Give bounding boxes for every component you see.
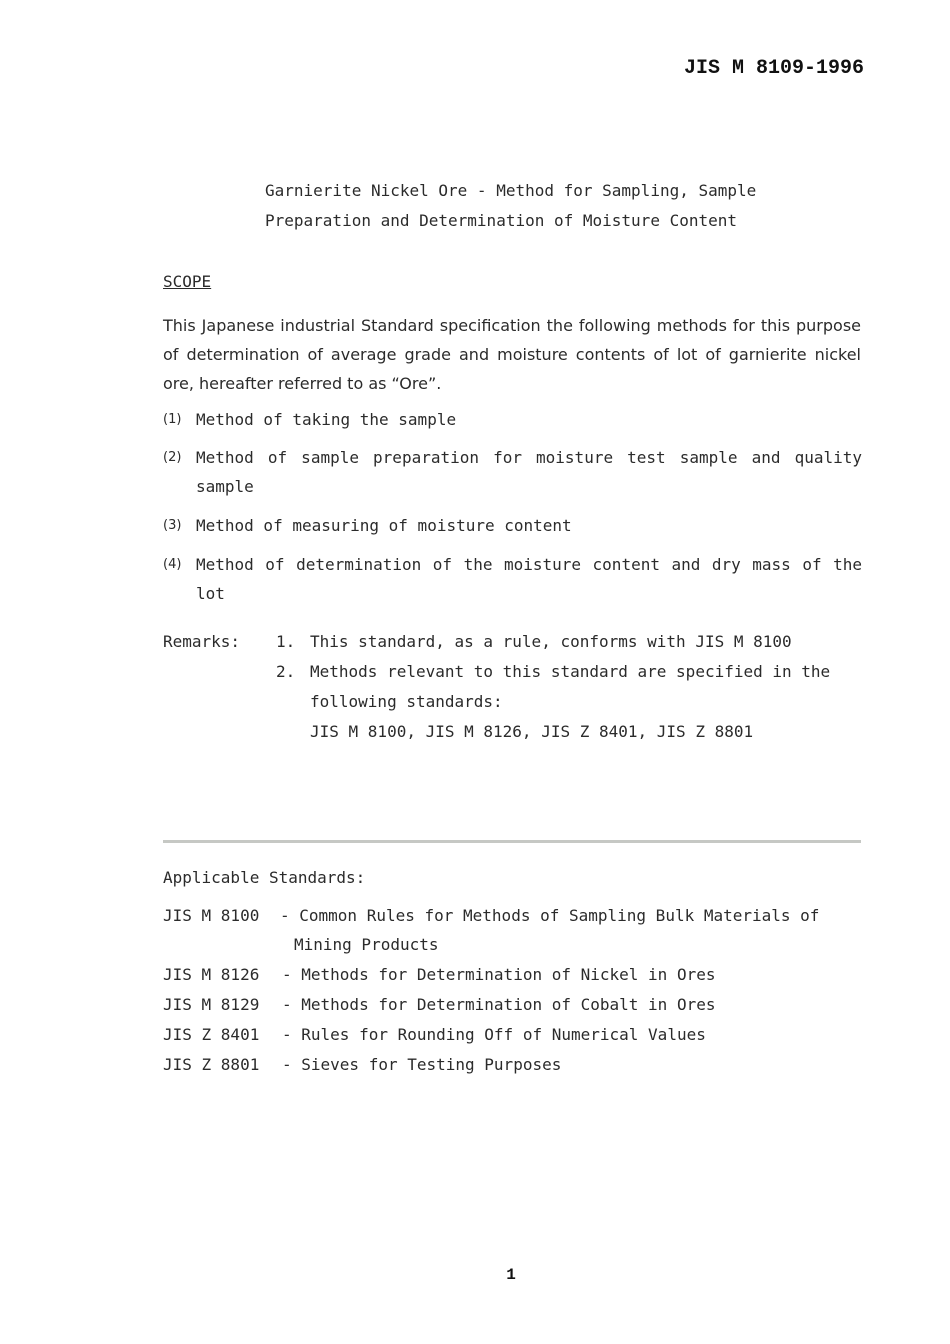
remark-number: 2. bbox=[276, 662, 296, 681]
scope-item-number: (1) bbox=[163, 412, 182, 427]
document-title-line-1: Garnierite Nickel Ore - Method for Sampling, Sample bbox=[265, 181, 757, 200]
remark-text: Methods relevant to this standard are specified in the following standards: bbox=[310, 662, 831, 711]
document-title-line-2: Preparation and Determination of Moisture Content bbox=[265, 211, 738, 230]
scope-item-text: Method of measuring of moisture content bbox=[196, 516, 572, 535]
remark-standards-list: JIS M 8100, JIS M 8126, JIS Z 8401, JIS Z 8801 bbox=[310, 722, 754, 741]
standard-code: JIS Z 8401 bbox=[163, 1025, 260, 1044]
section-divider bbox=[163, 840, 861, 843]
standard-code: JIS M 8129 bbox=[163, 995, 260, 1014]
scope-heading: SCOPE bbox=[163, 272, 212, 291]
standard-description: - Methods for Determination of Nickel in Ores bbox=[282, 965, 716, 984]
remark-number: 1. bbox=[276, 632, 296, 651]
standard-code: JIS M 8100 bbox=[163, 906, 260, 925]
scope-item-text: Method of taking the sample bbox=[196, 410, 457, 429]
standard-description: - Methods for Determination of Cobalt in Ores bbox=[282, 995, 716, 1014]
standard-description: - Rules for Rounding Off of Numerical Values bbox=[282, 1025, 706, 1044]
standard-code: JIS M 8126 bbox=[163, 965, 260, 984]
applicable-standards-heading: Applicable Standards: bbox=[163, 868, 366, 887]
remark-text: This standard, as a rule, conforms with JIS M 8100 bbox=[310, 632, 792, 651]
scope-item-number: (3) bbox=[163, 518, 182, 533]
scope-item-number: (4) bbox=[163, 557, 182, 572]
scope-item-text: Method of determination of the moisture content and dry mass of the lot bbox=[196, 555, 862, 603]
standard-code: JIS Z 8801 bbox=[163, 1055, 260, 1074]
standard-description-continued: Mining Products bbox=[294, 935, 439, 954]
scope-paragraph: This Japanese industrial Standard specification the following methods for this purpose of determination of average grade and moisture contents of lot of garnierite nickel ore, hereafter referred to as “Ore”. bbox=[163, 316, 861, 393]
document-code: JIS M 8109-1996 bbox=[683, 57, 864, 80]
scope-item-text: Method of sample preparation for moisture test sample and quality sample bbox=[196, 448, 862, 496]
standard-description: - Sieves for Testing Purposes bbox=[282, 1055, 562, 1074]
page-number: 1 bbox=[506, 1266, 516, 1284]
scope-item-number: (2) bbox=[163, 450, 182, 465]
remarks-label: Remarks: bbox=[163, 632, 241, 651]
standard-description: - Common Rules for Methods of Sampling Bulk Materials of bbox=[280, 906, 820, 925]
